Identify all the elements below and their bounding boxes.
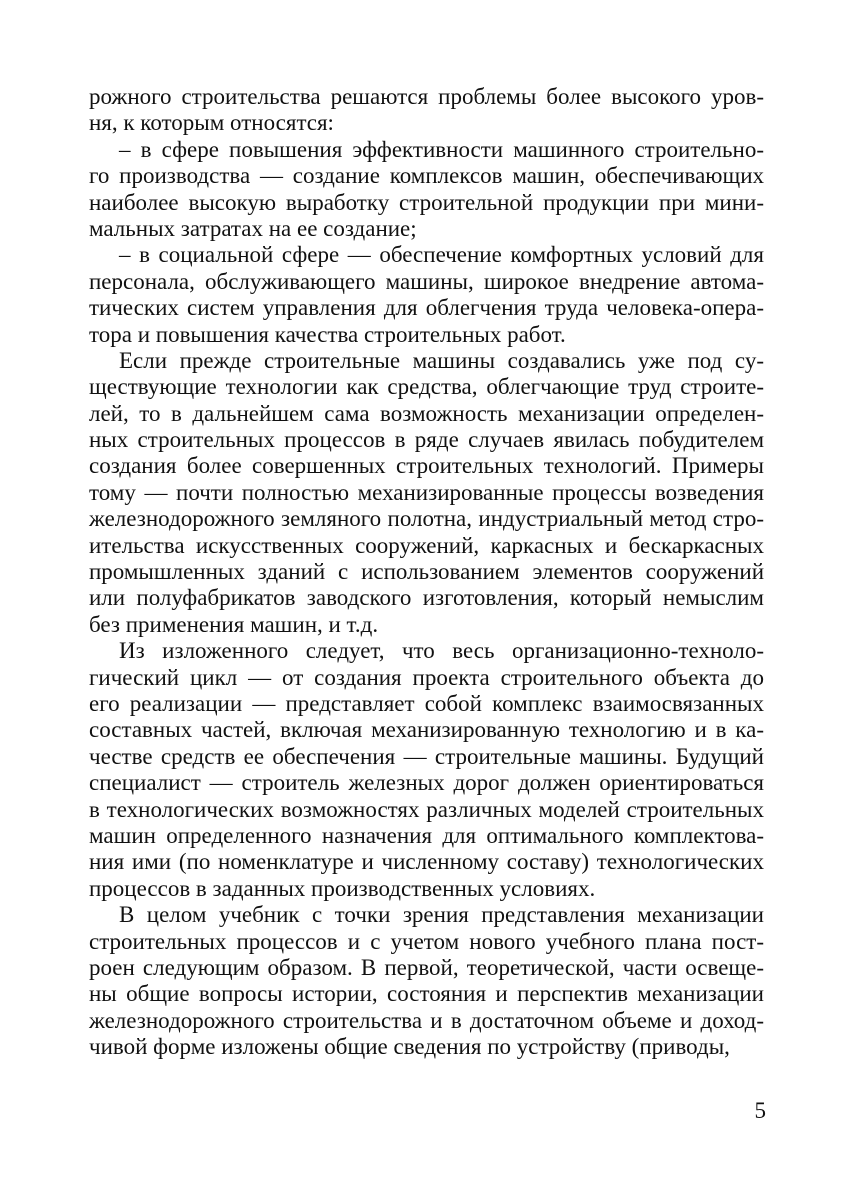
text-line: – в социальной сфере — обеспечение комфортных условий для [119,242,764,268]
text-line: ния ими (по номенклатуре и численному составу) технологических [89,849,764,875]
text-line: или полуфабрикатов заводского изготовления, который немыслим [89,585,764,611]
text-line: процессов в заданных производственных условиях. [89,875,596,901]
text-line: гический цикл — от создания проекта строительного объекта до [89,664,764,690]
text-line: составных частей, включая механизированную технологию и в ка- [89,717,765,743]
text-line: ных строительных процессов в ряде случаев явилась побудителем [89,427,764,453]
paragraph [89,348,764,638]
text-line: железнодорожного строительства и в достаточном объеме и доход- [89,1007,764,1033]
text-line: его реализации — представляет собой комплекс взаимосвязанных [89,690,764,716]
text-line: создания более совершенных строительных технологий. Примеры [89,453,764,479]
page-number: 5 [754,1098,766,1123]
text-line: тому — почти полностью механизированные процессы возведения [89,479,765,505]
text-line: наиболее высокую выработку строительной продукции при мини- [89,189,765,215]
text-line: тора и повышения качества строительных работ. [89,321,566,347]
text-line: Если прежде строительные машины создавались уже под су- [119,347,764,373]
paragraph [89,638,764,902]
paragraph [89,242,764,348]
text-line: – в сфере повышения эффективности машинного строительно- [119,136,764,162]
paragraph [89,84,764,137]
text-line: ны общие вопросы истории, состояния и перспектив механизации [89,981,764,1007]
text-line: роен следующим образом. В первой, теоретической, части освеще- [89,954,764,980]
text-line: в технологических возможностях различных моделей строительных [89,796,764,822]
paragraph [89,137,764,243]
text-line: машин определенного назначения для оптимального комплектова- [89,822,764,848]
text-line: рожного строительства решаются проблемы более высокого уров- [89,84,764,109]
text-line: Из изложенного следует, что весь организационно-техноло- [119,638,764,664]
text-line: го производства — создание комплексов машин, обеспечивающих [89,163,765,189]
text-line: чивой форме изложены общие сведения по устройству (приводы, [89,1034,730,1060]
text-line: персонала, обслуживающего машины, широкое внедрение автома- [89,268,764,294]
body-text [89,84,764,1060]
text-line: железнодорожного земляного полотна, индустриальный метод стро- [89,506,764,532]
text-line: промышленных зданий с использованием элементов сооружений [89,559,764,585]
text-line: ительства искусственных сооружений, каркасных и бескаркасных [89,532,764,558]
text-line: В целом учебник с точки зрения представления механизации [119,902,764,928]
text-line: без применения машин, и т.д. [89,611,379,637]
text-line: тических систем управления для облегчения труда человека-опера- [89,295,764,321]
text-line: специалист — строитель железных дорог должен ориентироваться [89,770,764,796]
text-line: лей, то в дальнейшем сама возможность механизации определен- [89,400,764,426]
paragraph [89,902,764,1060]
text-line: честве средств ее обеспечения — строительные машины. Будущий [89,743,764,769]
text-line: ществующие технологии как средства, облегчающие труд строите- [89,374,764,400]
text-line: ня, к которым относятся: [89,110,334,136]
text-line: мальных затратах на ее создание; [89,215,417,241]
text-line: строительных процессов и с учетом нового учебного плана пост- [89,928,764,954]
